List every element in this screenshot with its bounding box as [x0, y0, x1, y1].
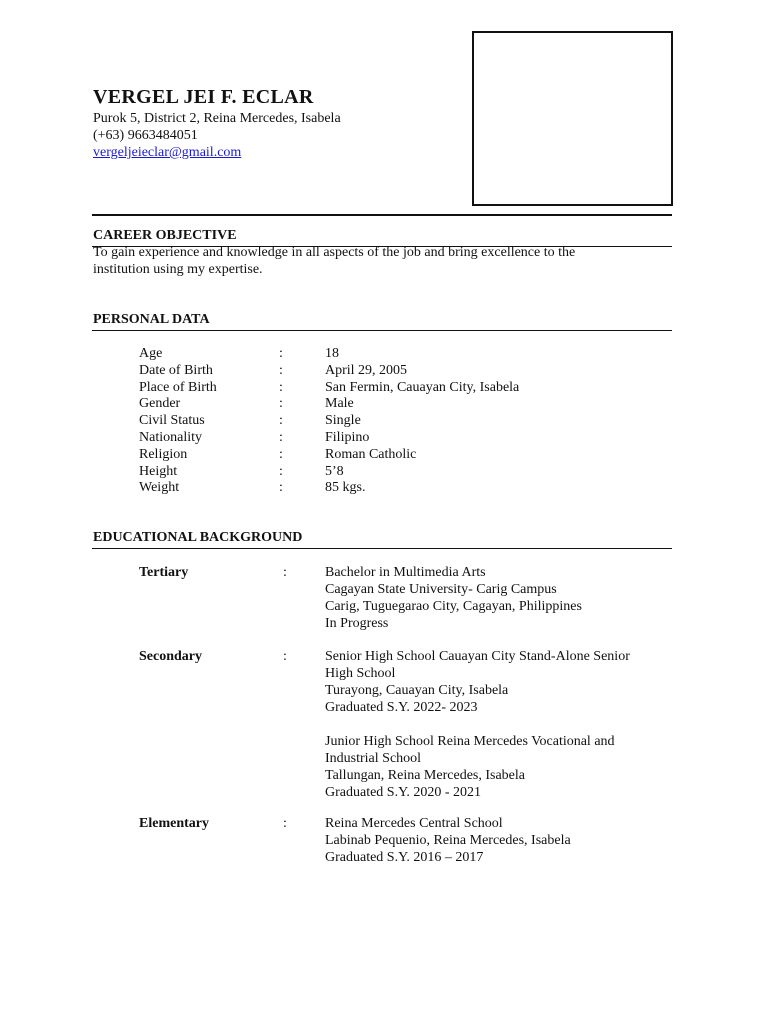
- field-label: Height: [139, 464, 178, 479]
- field-value: 5’8: [325, 464, 344, 479]
- field-label: Weight: [139, 480, 180, 495]
- field-value: Single: [325, 413, 361, 428]
- field-colon: :: [279, 380, 283, 395]
- education-line: Graduated S.Y. 2022- 2023: [325, 700, 478, 715]
- photo-placeholder: [472, 31, 673, 206]
- field-label: Age: [139, 346, 163, 361]
- career-objective-text: [93, 244, 673, 278]
- field-label: Nationality: [139, 430, 202, 445]
- education-line: Carig, Tuguegarao City, Cagayan, Philippines: [325, 599, 582, 614]
- education-divider: [92, 548, 672, 549]
- education-line: In Progress: [325, 616, 389, 631]
- field-label: Civil Status: [139, 413, 205, 428]
- field-label: Place of Birth: [139, 380, 217, 395]
- field-value: April 29, 2005: [325, 363, 408, 378]
- field-colon: :: [283, 816, 287, 831]
- field-label: Religion: [139, 447, 188, 462]
- education-level-label: Elementary: [139, 816, 209, 831]
- education-heading: EDUCATIONAL BACKGROUND: [93, 530, 303, 545]
- address: Purok 5, District 2, Reina Mercedes, Isabela: [93, 111, 341, 126]
- field-colon: :: [279, 363, 283, 378]
- field-value: San Fermin, Cauayan City, Isabela: [325, 380, 520, 395]
- education-line: Tallungan, Reina Mercedes, Isabela: [325, 768, 525, 783]
- field-value: 18: [325, 346, 339, 361]
- field-colon: :: [279, 430, 283, 445]
- applicant-name: VERGEL JEI F. ECLAR: [93, 86, 314, 108]
- education-line: High School: [325, 666, 396, 681]
- education-line: Labinab Pequenio, Reina Mercedes, Isabela: [325, 833, 571, 848]
- field-value: 85 kgs.: [325, 480, 366, 495]
- education-line: Junior High School Reina Mercedes Vocational and: [325, 734, 615, 749]
- education-line: Graduated S.Y. 2016 – 2017: [325, 850, 484, 865]
- field-colon: :: [283, 649, 287, 664]
- field-label: Gender: [139, 396, 181, 411]
- personal-data-divider: [92, 330, 672, 331]
- education-line: Industrial School: [325, 751, 422, 766]
- education-line: Turayong, Cauayan City, Isabela: [325, 683, 509, 698]
- career-objective-heading: CAREER OBJECTIVE: [93, 228, 237, 243]
- phone-number: (+63) 9663484051: [93, 128, 198, 143]
- education-line: Reina Mercedes Central School: [325, 816, 503, 831]
- education-line: Cagayan State University- Carig Campus: [325, 582, 557, 597]
- field-colon: :: [279, 396, 283, 411]
- field-colon: :: [279, 346, 283, 361]
- field-value: Filipino: [325, 430, 370, 445]
- career-objective-line: To gain experience and knowledge in all aspects of the job and bring excellence to the: [93, 245, 576, 260]
- header-divider: [92, 214, 672, 216]
- education-level-label: Tertiary: [139, 565, 189, 580]
- field-colon: :: [279, 480, 283, 495]
- field-value: Roman Catholic: [325, 447, 417, 462]
- field-colon: :: [279, 413, 283, 428]
- education-line: Bachelor in Multimedia Arts: [325, 565, 486, 580]
- career-objective-line: institution using my expertise.: [93, 262, 263, 277]
- education-level-label: Secondary: [139, 649, 202, 664]
- field-colon: :: [279, 447, 283, 462]
- personal-data-heading: PERSONAL DATA: [93, 312, 210, 327]
- field-colon: :: [283, 565, 287, 580]
- field-label: Date of Birth: [139, 363, 213, 378]
- education-line: Graduated S.Y. 2020 - 2021: [325, 785, 482, 800]
- email-link[interactable]: vergeljeieclar@gmail.com: [93, 145, 242, 160]
- education-line: Senior High School Cauayan City Stand-Alone Senior: [325, 649, 630, 664]
- field-colon: :: [279, 464, 283, 479]
- field-value: Male: [325, 396, 354, 411]
